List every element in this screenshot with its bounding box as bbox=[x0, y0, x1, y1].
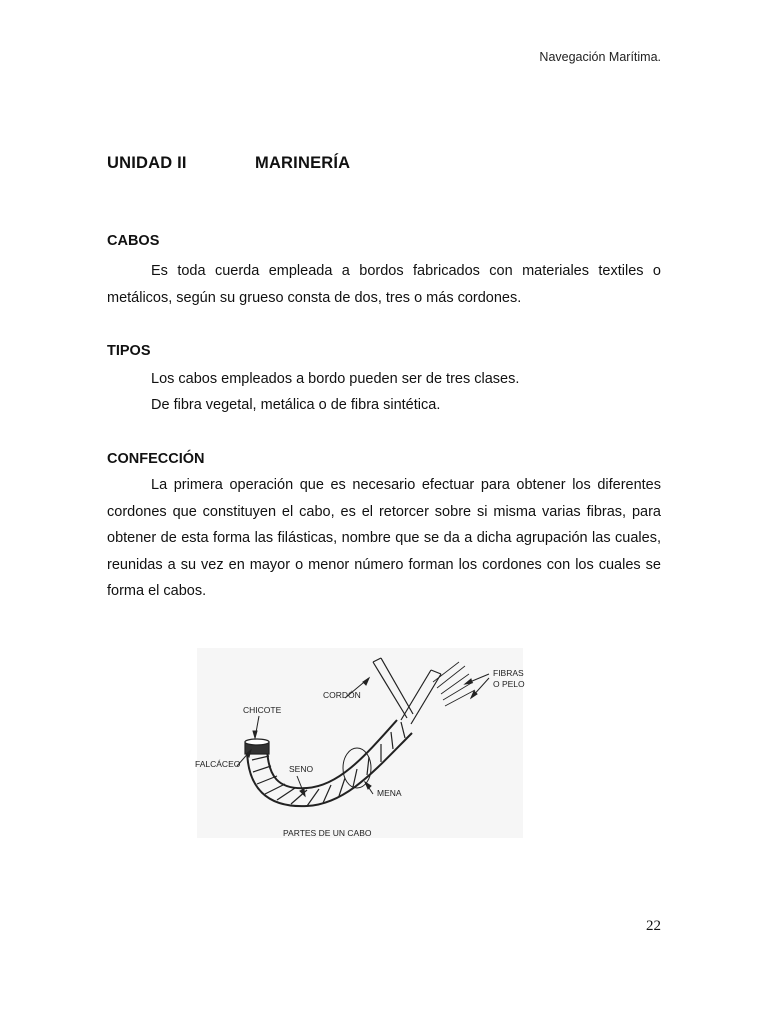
section-heading-tipos: TIPOS bbox=[107, 343, 151, 359]
unit-name: MARINERÍA bbox=[255, 154, 351, 172]
label-fibras: FIBRAS bbox=[493, 668, 524, 678]
tipos-line-2: De fibra vegetal, metálica o de fibra sintética. bbox=[151, 397, 441, 413]
page-number: 22 bbox=[646, 918, 661, 934]
rope-parts-figure bbox=[197, 648, 523, 838]
section-heading-cabos: CABOS bbox=[107, 233, 160, 249]
label-o-pelo: O PELO bbox=[493, 679, 525, 689]
paragraph-confeccion: La primera operación que es necesario efectuar para obtener los diferentes cordones que constituyen el cabo, es el retorcer sobre si misma varias fibras, para obtener de esta forma las filásticas, nombre que se da a dicha agrupación las cuales, reunidas a su vez en mayor o menor número forman los cordones con los cuales se forma el cabos. bbox=[107, 477, 661, 600]
label-cordon: CORDÓN bbox=[323, 690, 361, 700]
label-mena: MENA bbox=[377, 788, 402, 798]
label-falcaceo: FALCÁCEO bbox=[195, 759, 241, 769]
running-header: Navegación Marítima. bbox=[539, 50, 661, 64]
strand-cordon-1 bbox=[373, 662, 407, 718]
label-seno: SENO bbox=[289, 764, 314, 774]
unit-title bbox=[107, 154, 351, 173]
paragraph-cabos: Es toda cuerda empleada a bordos fabricados con materiales textiles o metálicos, según su grueso consta de dos, tres o más cordones. bbox=[107, 263, 661, 306]
label-chicote: CHICOTE bbox=[243, 705, 282, 715]
strand-cordon-2 bbox=[381, 658, 413, 714]
rope-illustration bbox=[197, 648, 523, 838]
tipos-line-1: Los cabos empleados a bordo pueden ser de tres clases. bbox=[151, 371, 520, 387]
section-heading-confeccion: CONFECCIÓN bbox=[107, 451, 205, 467]
figure-caption: PARTES DE UN CABO bbox=[283, 828, 372, 838]
unit-label: UNIDAD II bbox=[107, 154, 187, 172]
